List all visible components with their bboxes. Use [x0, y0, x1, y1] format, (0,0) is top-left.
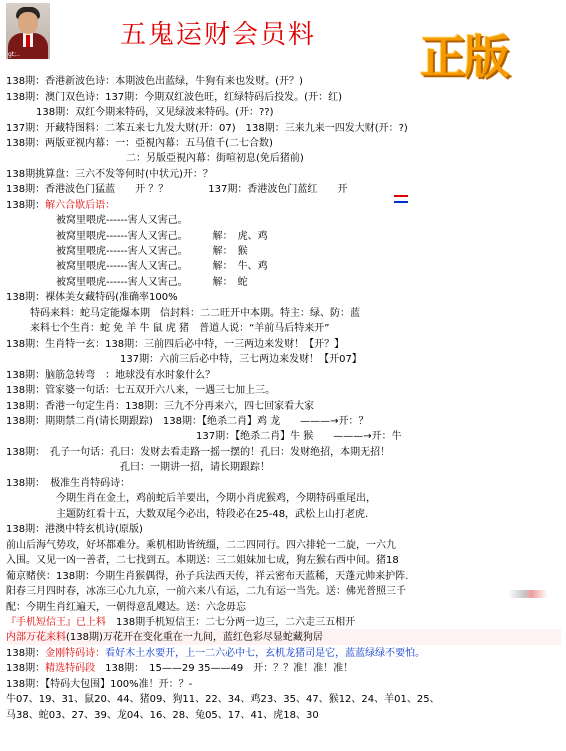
content-line: [6, 170, 213, 180]
line-segment: 138期：香港新波色诗：本期波色出蓝绿，牛狗有来也发财。(开？): [6, 76, 303, 87]
content-line: [56, 494, 376, 504]
content-line: [6, 603, 246, 613]
line-segment: 138期：香港一句定生肖：138期：三九不分再来六，四七回家看大家: [6, 401, 315, 412]
line-segment: (138期)万花开在变化重在一九间，蓝红色彩尽显蛇藏狗居: [66, 632, 323, 643]
line-segment: 被窝里喂虎------害人又害己。 解： 虎、鸡: [56, 231, 268, 242]
photo-caption: gt;..: [8, 51, 20, 58]
line-segment: 138期：: [6, 663, 46, 674]
line-segment: 138期：: [6, 200, 46, 211]
content-line: [6, 417, 369, 427]
line-segment: 主题防红看十五，大数双尾今必出，特段必在25-48，武松上山打老虎.: [56, 509, 369, 520]
line-segment: 看好木土水要开，上一二六必中七，玄机龙猪司是它，蓝蓝绿绿不要怕。: [105, 648, 426, 659]
content-line: [56, 232, 268, 242]
content-line: [56, 216, 188, 226]
content-line: [6, 77, 303, 87]
content-line: [6, 541, 396, 551]
line-segment: 阳春三月四时春，冰冻三心九九京，一前六来八有运，二九有运一当先。送：佛光普照三千: [6, 586, 406, 597]
content-line: [6, 664, 353, 674]
line-segment: 138期：裸体美女藏特码(准确率100%: [6, 292, 178, 303]
flag-icon: [394, 195, 408, 203]
line-segment: 金刚特码诗：: [45, 648, 106, 659]
page-title: 五鬼运财会员料: [120, 20, 317, 50]
line-segment: 138期： 极准生肖特码诗：: [6, 478, 131, 489]
host-portrait: [6, 3, 50, 59]
content-line: [6, 201, 115, 211]
line-segment: 137期：【绝杀二肖】牛 猴 ———→开：牛: [196, 431, 402, 442]
line-segment: 马38、蛇03、27、39、龙04、16、28、兔05、17、41、虎18、30: [6, 710, 319, 721]
content-line: [126, 154, 304, 164]
content-line: [6, 185, 347, 195]
line-segment: 被窝里喂虎------害人又害己。: [56, 215, 188, 226]
line-segment: 138期：管家婆一句话：七五双开六八来，一遇三七加上三。: [6, 385, 276, 396]
line-segment: 138期： 孔子一句话：孔曰：发财去看走路一摇一摆的！孔曰：发财绝招，本期无招！: [6, 447, 391, 458]
line-segment: 内部万花来料: [6, 632, 66, 643]
content-line: [6, 649, 425, 659]
content-line: [6, 525, 143, 535]
content-line: [56, 247, 248, 257]
line-segment: 孔曰：一期讲一招，请长期跟踪！: [120, 462, 270, 473]
content-line: [6, 587, 406, 597]
content-line: [120, 355, 362, 365]
line-segment: 解六合歇后语：: [45, 200, 116, 211]
content-line: [6, 402, 314, 412]
line-segment: 特码来料：蛇马定能爆本期 信封料：二二旺开中本期。特主：绿、防：蓝: [30, 308, 360, 319]
content-line: [6, 633, 323, 643]
content-line: [6, 386, 275, 396]
line-segment: 配：今期生肖红遍天，一朝得意乱飕达。送：六念毋忘: [6, 602, 246, 613]
content-line: [30, 309, 360, 319]
line-segment: 138期：生肖特一玄：138期：三前四后必中特，一三两边来发财！【开？】: [6, 339, 345, 350]
content-line: [6, 618, 355, 628]
content-line: [56, 510, 368, 520]
line-segment: 138期挑算盘：三六不发等何时(中状元)开：？: [6, 169, 213, 180]
content-line: [120, 463, 270, 473]
line-segment: 前山后海气势攻，好坏都难分。乘机相助皆统缰，二二四同行。四六排轮一二旋，一六九: [6, 540, 396, 551]
line-segment: 138期： 15——29 35——49 开：？？准！准！准！: [95, 663, 354, 674]
content-line: [6, 340, 344, 350]
line-segment: 138期：双红今期来特码，又见绿波来特码。(开：??): [36, 107, 274, 118]
content-line: [6, 139, 273, 149]
line-segment: 138期：: [6, 648, 46, 659]
content-line: [56, 278, 248, 288]
line-segment: 被窝里喂虎------害人又害己。 解： 猴: [56, 246, 248, 257]
content-line: [6, 448, 390, 458]
content-line: [6, 695, 440, 705]
line-segment: 137期：六前三后必中特，三七两边来发财！【开07】: [120, 354, 362, 365]
line-segment: 138期：港澳中特玄机诗(原版): [6, 524, 143, 535]
line-segment: 138期：【特码大包围】100%准！开：？-: [6, 679, 193, 690]
line-segment: 138期：两版亚视内幕：一：亞視內幕：五马值千(二七合数): [6, 138, 273, 149]
line-segment: 138期：香港波色门猛蓝 开 ？？ 137期：香港波色门蓝红 开: [6, 184, 348, 195]
line-segment: 来料七个生肖：蛇 免 羊 牛 鼠 虎 猪 普道人说：“羊前马后特来开”: [30, 323, 330, 334]
content-line: [196, 432, 402, 442]
content-line: [6, 124, 408, 134]
content-line: [6, 479, 130, 489]
content-line: [6, 680, 192, 690]
decorative-smear: [508, 590, 548, 598]
content-line: [6, 556, 399, 566]
line-segment: 被窝里喂虎------害人又害己。 解： 蛇: [56, 277, 248, 288]
content-line: [6, 572, 408, 582]
content-line: [56, 262, 268, 272]
line-segment: 牛07、19、31、鼠20、44、猪09、狗11、22、34、鸡23、35、47、猴12、24、羊01、25、: [6, 694, 440, 705]
line-segment: 『手机短信王』已上料: [6, 617, 106, 628]
content-line: [6, 293, 178, 303]
content-line: [6, 93, 342, 103]
line-segment: 二：另版亞視內幕：街喧初息(免后猪前): [126, 153, 304, 164]
content-line: [6, 711, 319, 721]
line-segment: 137期：开藏特图料：二苯五来七九发大财(开：07) 138期：三来九来一四发大财(开：?): [6, 123, 408, 134]
content-line: [30, 324, 329, 334]
line-segment: 今期生肖在金土，鸡前蛇后羊要出，今期小肖虎猴鸡，今期特码重尾出，: [56, 493, 376, 504]
genuine-badge: 正版: [420, 30, 508, 84]
line-segment: 138期：期期禁二肖(请长期跟踪) 138期：【绝杀二肖】鸡 龙 ———→开：？: [6, 416, 369, 427]
line-segment: 被窝里喂虎------害人又害己。 解： 牛、鸡: [56, 261, 268, 272]
line-segment: 精选特码段: [45, 663, 96, 674]
line-segment: 葡京赌侠：138期：今期生肖猴偶得，孙子兵法西天传，祥云密布天蓝稀，天蓬元帅来护阵.: [6, 571, 409, 582]
content-line: [36, 108, 274, 118]
line-segment: 138期：澳门双色诗：137期：今期双红波色旺，红绿特码后投发。(开：红): [6, 92, 342, 103]
line-segment: 入围。又见一凶一善者，二七找到五。本期送：三二姐妹加七成，狗左猴右西中间。猪18: [6, 555, 399, 566]
line-segment: 138期手机短信王：二七分两一边三，二六走三五相开: [106, 617, 356, 628]
line-segment: 138期：脑筋急转弯 ：地球没有水时象什么？: [6, 370, 216, 381]
content-line: [6, 371, 215, 381]
